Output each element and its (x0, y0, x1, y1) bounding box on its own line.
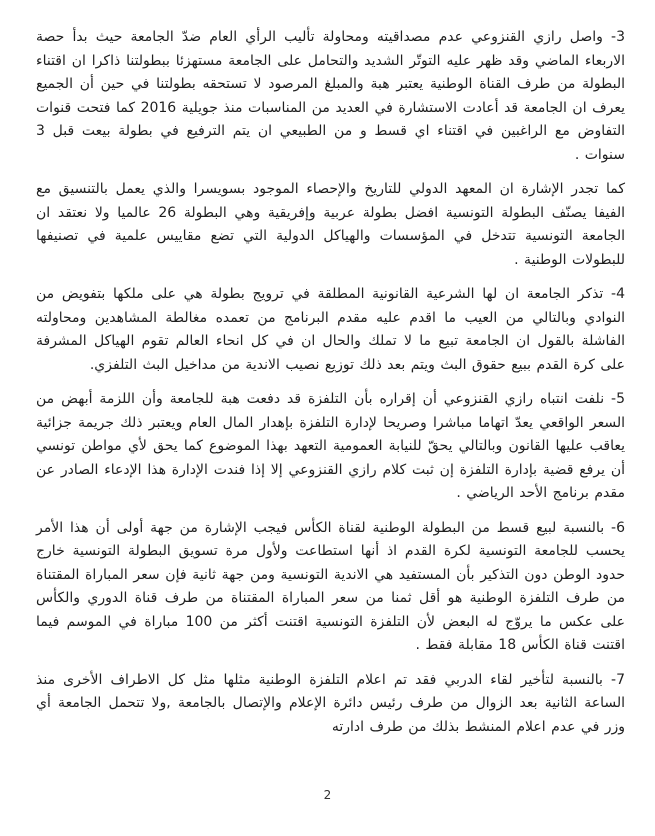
paragraph-fifa-ranking-note: كما تجدر الإشارة ان المعهد الدولي للتاريخ والإحصاء الموجود بسويسرا والذي يعمل بالتنسيق مع الفيفا يصنّف البطولة التونسية افضل بطولة عربية وإفريقية وهي البطولة 26 عالميا ولا نعتقد ان الجامعة التونسية تتدخل في المؤسسات والهياكل الدولية التي تضع مقاييس علمية في تصنيفها للبطولات الوطنية . (36, 181, 625, 268)
paragraph-point-7: 7- بالنسبة لتأخير لقاء الدربي فقد تم اعلام التلفزة الوطنية مثلها مثل كل الاطراف الأخرى منذ الساعة الثانية بعد الزوال من طرف رئيس دائرة الإعلام والإتصال بالجامعة ,ولا تتحمل الجامعة أي وزر في عدم اعلام المنشط بذلك من طرف ادارته (36, 671, 625, 735)
page-number: 2 (323, 788, 332, 802)
paragraph-point-5: 5- نلفت انتباه رازي القنزوعي أن إقراره بأن التلفزة قد دفعت هبة للجامعة وأن اللزمة أبهض من السعر الواقعي يعدّ اتهاما مباشرا وصريحا لإدارة التلفزة بإهدار المال العام ويعتبر ذلك جريمة جزائية يعاقب عليها القانون وبالتالي يحقّ للنيابة العمومية التعهد بهذا الموضوع كما يحق لأي مواطن تونسي أن يرفع قضية بإدارة التلفزة إن ثبت كلام رازي القنزوعي إلا إذا فندت الإدارة هذا الإدعاء الصادر عن مقدم برنامج الأحد الرياضي . (36, 391, 625, 501)
paragraph-point-4: 4- تذكر الجامعة ان لها الشرعية القانونية المطلقة في ترويج بطولة هي على ملكها بتفويض من النوادي وبالتالي من العيب ما اقدم عليه مقدم البرنامج من تعمده مغالطة المشاهدين ومحاولته الفاشلة بالقول ان الجامعة تبيع ما لا تملك والحال ان في كل انحاء العالم تقوم الهياكل المشرفة على كرة القدم ببيع حقوق البث ويتم بعد ذلك توزيع نصيب الاندية من مداخيل البث التلفزي. (36, 286, 625, 373)
paragraph-point-3: 3- واصل رازي القنزوعي عدم مصداقيته ومحاولة تأليب الرأي العام ضدّ الجامعة حيث بدأ حصة الاربعاء الماضي وقد ظهر عليه التوتّر الشديد والتحامل على الجامعة مستهزئا ببطولتنا ذاكرا ان اقتناء البطولة من طرف القناة الوطنية يعتبر هبة والمبلغ المرصود لا تستحقه بطولتنا في حين أن الجميع يعرف ان الجامعة قد أعادت الاستشارة في العديد من المناسبات منذ جويلية 2016 كما فتحت قنوات التفاوض مع الراغبين في اقتناء اي قسط و من الطبيعي ان يتم الترفيع في بطولة بيعت قبل 3 سنوات . (36, 29, 626, 163)
paragraph-point-6: 6- بالنسبة لبيع قسط من البطولة الوطنية لقناة الكأس فيجب الإشارة من جهة أولى أن هذا الأمر يحسب للجامعة التونسية لكرة القدم اذ أنها استطاعت ولأول مرة تسويق البطولة التونسية خارج حدود الوطن دون التذكير بأن المستفيد هي الاندية التونسية ومن جهة ثانية فإن سعر المباراة المقتناة من طرف التلفزة الوطنية هو أقل ثمنا من سعر المباراة المقتناة من طرف قناة الدوري والكأس على عكس ما يروّج له البعض لأن التلفزة التونسية اقتنت أكثر من 100 مباراة في الموسم فيما اقتنت قناة الكأس 18 مقابلة فقط . (36, 519, 625, 653)
